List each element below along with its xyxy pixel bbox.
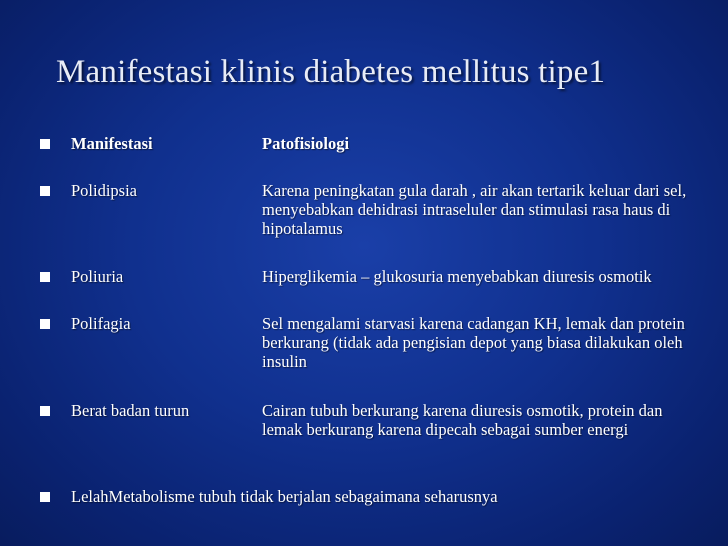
bullet-icon xyxy=(40,492,50,502)
manifestation-label: Polifagia xyxy=(71,314,131,333)
pathophysiology-text: Karena peningkatan gula darah , air akan tertarik keluar dari sel, menyebabkan dehidrasi intraseluler dan stimulasi rasa haus di hipotalamus xyxy=(262,181,687,238)
pathophysiology-text: Cairan tubuh berkurang karena diuresis osmotik, protein dan lemak berkurang karena dipecah sebagai sumber energi xyxy=(262,401,663,439)
pathophysiology-text: Hiperglikemia – glukosuria menyebabkan diuresis osmotik xyxy=(262,267,652,286)
manifestation-label: Berat badan turun xyxy=(71,401,190,420)
manifestation-label: Poliuria xyxy=(71,267,124,286)
pathophysiology-text: Sel mengalami starvasi karena cadangan KH, lemak dan protein berkurang (tidak ada pengisian depot yang biasa dilakukan oleh insulin xyxy=(262,314,685,371)
last-line-text: LelahMetabolisme tubuh tidak berjalan sebagaimana seharusnya xyxy=(71,487,498,506)
manifestation-label: Polidipsia xyxy=(71,181,138,200)
bullet-icon xyxy=(40,139,50,149)
column-header-pathophysiology: Patofisiologi xyxy=(262,134,350,153)
column-header-manifestation: Manifestasi xyxy=(71,134,153,153)
bullet-icon xyxy=(40,272,50,282)
slide-title: Manifestasi klinis diabetes mellitus tipe1 xyxy=(56,54,606,90)
bullet-icon xyxy=(40,406,50,416)
bullet-icon xyxy=(40,319,50,329)
bullet-icon xyxy=(40,186,50,196)
